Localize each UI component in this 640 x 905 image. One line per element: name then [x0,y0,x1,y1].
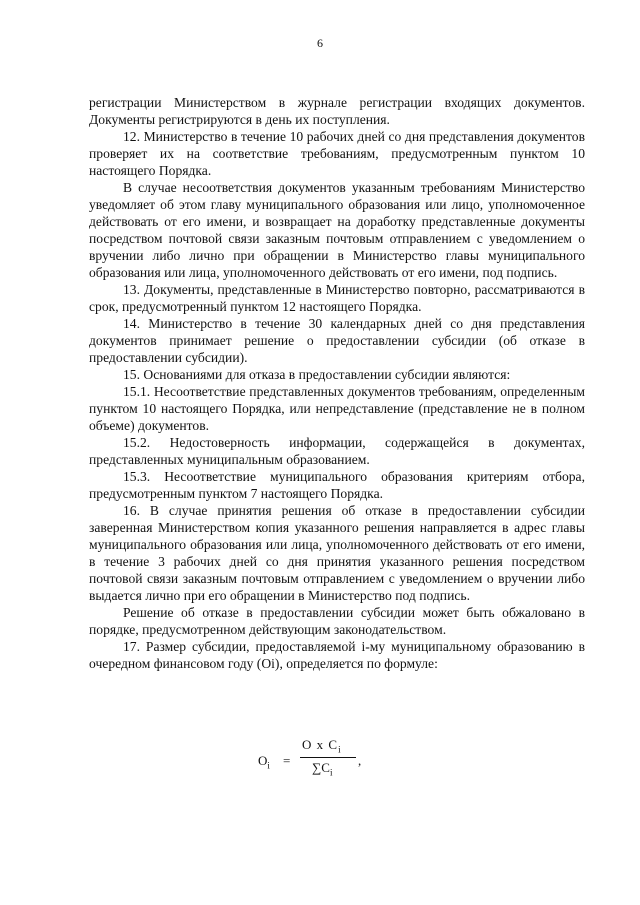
paragraph: В случае несоответствия документов указанным требованиям Министерство уведомляет об этом главу муниципального образования или лицо, уполномоченное действовать от его имени, и возвращает на доработку представленные документы посредством почтовой связи заказным почтовым отправлением с уведомлением о вручении либо лично при обращении в Министерство главы муниципального образования или лица, уполномоченного действовать от его имени, под подпись. [89,180,585,280]
formula-lhs: $O_i$ [258,753,270,771]
paragraph: 13. Документы, представленные в Министерство повторно, рассматриваются в срок, предусмотренный пунктом 12 настоящего Порядка. [89,282,585,314]
subsidy-formula [258,737,378,787]
formula-equals: = [283,753,291,768]
paragraph: 12. Министерство в течение 10 рабочих дней со дня представления документов проверяет их на соответствие требованиям, предусмотренным пунктом 10 настоящего Порядка. [89,129,585,178]
paragraph: 15.1. Несоответствие представленных документов требованиям, определенным пунктом 10 настоящего Порядка, или непредставление (представление не в полном объеме) документов. [89,384,585,433]
paragraph: 16. В случае принятия решения об отказе в предоставлении субсидии заверенная Министерством копия указанного решения направляется в адрес главы муниципального образования или лица, уполномоченного действовать от его имени, в течение 3 рабочих дней со дня принятия указанного решения посредством почтовой связи заказным почтовым отправлением с уведомлением о вручении либо выдается лично при его обращении в Министерство под подпись. [89,503,585,603]
formula-numerator: O x $C_i$ [302,737,342,755]
paragraph: 15. Основаниями для отказа в предоставлении субсидии являются: [123,367,511,382]
formula-denominator: $\sum C_i$ [312,760,333,778]
paragraph: 14. Министерство в течение 30 календарных дней со дня представления документов принимает решение о предоставлении субсидии (об отказе в предоставлении субсидии). [89,316,585,365]
paragraph: регистрации Министерством в журнале регистрации входящих документов. Документы регистрируются в день их поступления. [89,95,585,127]
paragraph: Решение об отказе в предоставлении субсидии может быть обжаловано в порядке, предусмотренном действующим законодательством. [89,605,585,637]
paragraph: 17. Размер субсидии, предоставляемой i-му муниципальному образованию в очередном финансовом году (Oi), определяется по формуле: [89,639,585,671]
fraction-bar [300,757,356,758]
formula-comma: , [358,753,362,768]
page-number: 6 [317,36,323,50]
paragraph: 15.3. Несоответствие муниципального образования критериям отбора, предусмотренным пунктом 7 настоящего Порядка. [89,469,585,501]
document-body [89,94,585,672]
paragraph: 15.2. Недостоверность информации, содержащейся в документах, представленных муниципальным образованием. [89,435,585,467]
